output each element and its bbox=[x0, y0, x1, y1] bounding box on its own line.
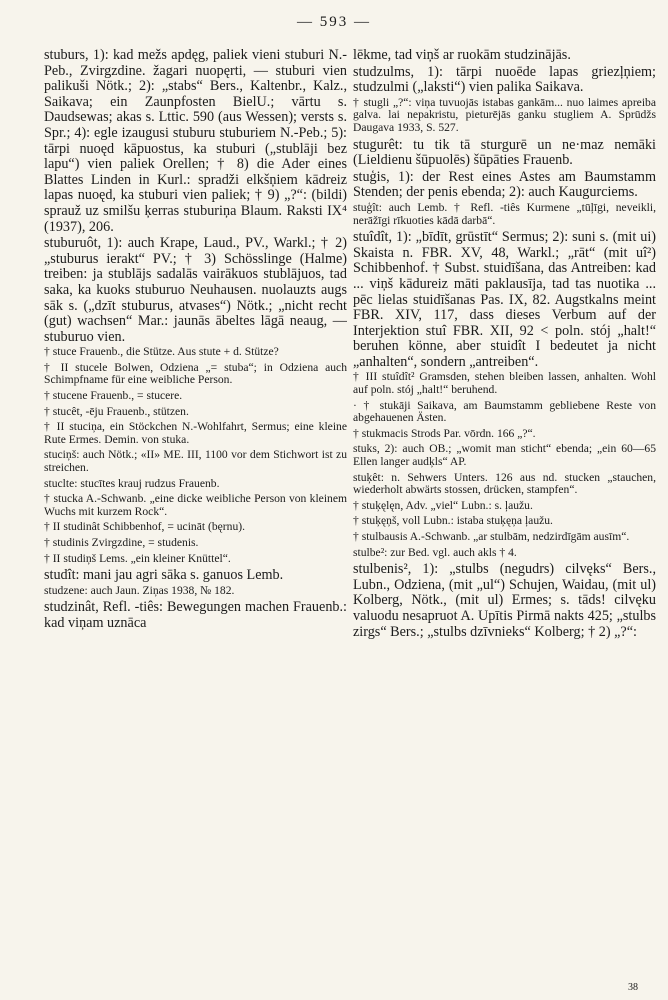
entry: † stulbausis A.-Schwanb. „ar stulbām, nedzirdīgām ausīm“. bbox=[353, 530, 630, 543]
entry: † stukmacis Strods Par. vōrdn. 166 „?“. bbox=[353, 426, 536, 440]
entry: † stugli „?“: viņa tuvuojās istabas gankām... nuo laimes apreiba galva. lai nepakristu, pieturējās ganku stugliem A. Sprūdžs Daugava 1933, S. 527. bbox=[353, 95, 656, 134]
entry: stuķêt: n. Sehwers Unters. 126 aus nd. stucken „stauchen, wiederholt abwärts stossen, drücken, stampfen“. bbox=[353, 470, 656, 497]
entry: † stuce Frauenb., die Stütze. Aus stute + d. Stütze? bbox=[44, 345, 279, 359]
page-number: — 593 — bbox=[297, 14, 371, 30]
entry: studît: mani jau agri sāka s. ganuos Lemb. bbox=[44, 567, 284, 584]
entry: stuks, 2): auch OB.; „womit man sticht“ ebenda; „ein 60—65 Ellen langer audķls“ AP. bbox=[353, 442, 656, 469]
entry: studzinât, Refl. -tiês: Bewegungen machen Frauenb.: kad viņam uznāca bbox=[44, 599, 347, 631]
entry: † stuķęlęn, Adv. „viel“ Lubn.: s. ļaužu. bbox=[353, 498, 533, 512]
left-column bbox=[44, 48, 347, 978]
entry: stulbenis², 1): „stulbs (negudrs) cilvęks“ Bers., Lubn., Odziena, (mit „ul“) Schujen, Waidau, (mit ul) Kolberg, Nötk., (mit ul) Ermes; s. tāds! cilvęku valuodu nesapruot A. Upītis Pirmā nakts 425; „stulbs zirgs“ Bers.; „stulbs dzīvnieks“ Kolberg; † 2) „?“: bbox=[353, 561, 656, 640]
entry: stuģis, 1): der Rest eines Astes am Baumstamm Stenden; der penis ebenda; 2): auch Kaugurciems. bbox=[353, 168, 656, 201]
entry: stulbe²: zur Bed. vgl. auch akls † 4. bbox=[353, 545, 517, 559]
entry: † III stuîdît² Gramsden, stehen bleiben lassen, anhalten. Wohl auf poln. stój „halt!“ beruhend. bbox=[353, 370, 656, 397]
right-column bbox=[353, 48, 656, 978]
entry: studzulms, 1): tārpi nuoēde lapas griezļņiem; studzulmi („laksti“) vien palika Saikava. bbox=[353, 63, 656, 96]
entry: studzene: auch Jaun. Ziņas 1938, № 182. bbox=[44, 583, 235, 597]
entry: stuclte: stucītes krauj rudzus Frauenb. bbox=[44, 476, 220, 490]
entry: † stuķęņš, voll Lubn.: istaba stuķęņa ļaužu. bbox=[353, 514, 553, 528]
entry: † stucene Frauenb., = stucere. bbox=[44, 389, 183, 403]
entry: stuîdît, 1): „bīdīt, grūstīt“ Sermus; 2): suni s. (mit ui) Skaista n. FBR. XV, 48, Warkl.; „rāt“ (mit uî²) Schibbenhof. † Subst. stuidīšana, das Antreiben: kad ... viņš kādureiz māti paklausīja, tad tas nuotika ... pēc lielas stuidīšanas Pas. IX, 82. Augstkalns meint FBR. XIV, 117, dass dieses Verbum auf der Interjektion stuî FBR. XII, 92 < poln. stój „halt!“ beruhen könne, aber stuidît I bedeutet ja nicht „anhalten“, sondern „antreiben“. bbox=[353, 229, 656, 370]
entry: † stucêt, -ēju Frauenb., stützen. bbox=[44, 404, 189, 418]
entry: lēkme, tad viņš ar ruokām studzinājās. bbox=[353, 48, 571, 63]
signature-mark: 38 bbox=[628, 982, 638, 993]
entry: † II studinât Schibbenhof, = ucināt (bęrnu). bbox=[44, 520, 246, 534]
entry: † II stuciņa, ein Stöckchen N.-Wohlfahrt, Sermus; eine kleine Rute Ermes. Demin. von stuka. bbox=[44, 420, 347, 446]
entry: stuburuôt, 1): auch Krape, Laud., PV., Warkl.; † 2) „stuburus ierakt“ PV.; † 3) Schösslinge (Halme) treiben: ja stublājs sadalās vairākuos stublājuos, tad saka, ka kuoks stuburuo Neuhausen. nuolauzts augs sāk s. („dzīt stuburus, atvases“) Nötk.; „nicht recht (gut) wachsen“ Mar.: jaunās ābeltes lāgā neaug, — stuburuo vien. bbox=[44, 235, 347, 345]
entry: † studinis Zvirgzdine, = studenis. bbox=[44, 536, 199, 549]
entry: † II stucele Bolwen, Odziena „= stuba“; in Odziena auch Schimpfname für eine weibliche Person. bbox=[44, 360, 347, 387]
entry: † II studiņš Lems. „ein kleiner Knüttel“. bbox=[44, 551, 231, 565]
entry: stuģît: auch Lemb. † Refl. -tiês Kurmene „tūļīgi, neveikli, nerāžīgi rīkuoties kādā darbā“. bbox=[353, 200, 656, 227]
entry: · † stukāji Saikava, am Baumstamm gebliebene Reste von abgehauenen Ästen. bbox=[353, 398, 656, 425]
entry: stuciņš: auch Nötk.; «II» ME. III, 1100 vor dem Stichwort ist zu streichen. bbox=[44, 448, 347, 475]
entry: stugurêt: tu tik tā sturgurē un ne·maz nemāki (Lieldienu šūpuolēs) šūpāties Frauenb. bbox=[353, 136, 656, 169]
entry: stuburs, 1): kad mežs apdęg, paliek vieni stuburi N.-Peb., Zvirgzdine. žagari nuopęrti, — stuburi vien palikuši Nötk.; 2): „stabs“ Bers., Kaltenbr., Kalz., Saikava; ein Zaunpfosten BielU.; vārtu s. Daudsewas; akas s. Lttic. 590 (aus Wessen); versts s. Spr.; 4): egle izaugusi stuburu stuburiem N.-Peb.; 5): tārpi nuoęd kāpuostus, ka stuburi („stublāji bez lapu“) vien paliek Orellen; † 8) die Ader eines Blattes Linden in Kurl.: spradži elkšņiem kādreiz lapas nuoęd, ka stuburi vien paliek; † 9) „?“: (bildi) sprauž uz smilšu ķerras stuburiņa Blaum. Raksti IX⁴ (1937), 206. bbox=[44, 48, 347, 235]
entry: † stucka A.-Schwanb. „eine dicke weibliche Person von kleinem Wuchs mit kurzem Rock“. bbox=[44, 492, 347, 518]
